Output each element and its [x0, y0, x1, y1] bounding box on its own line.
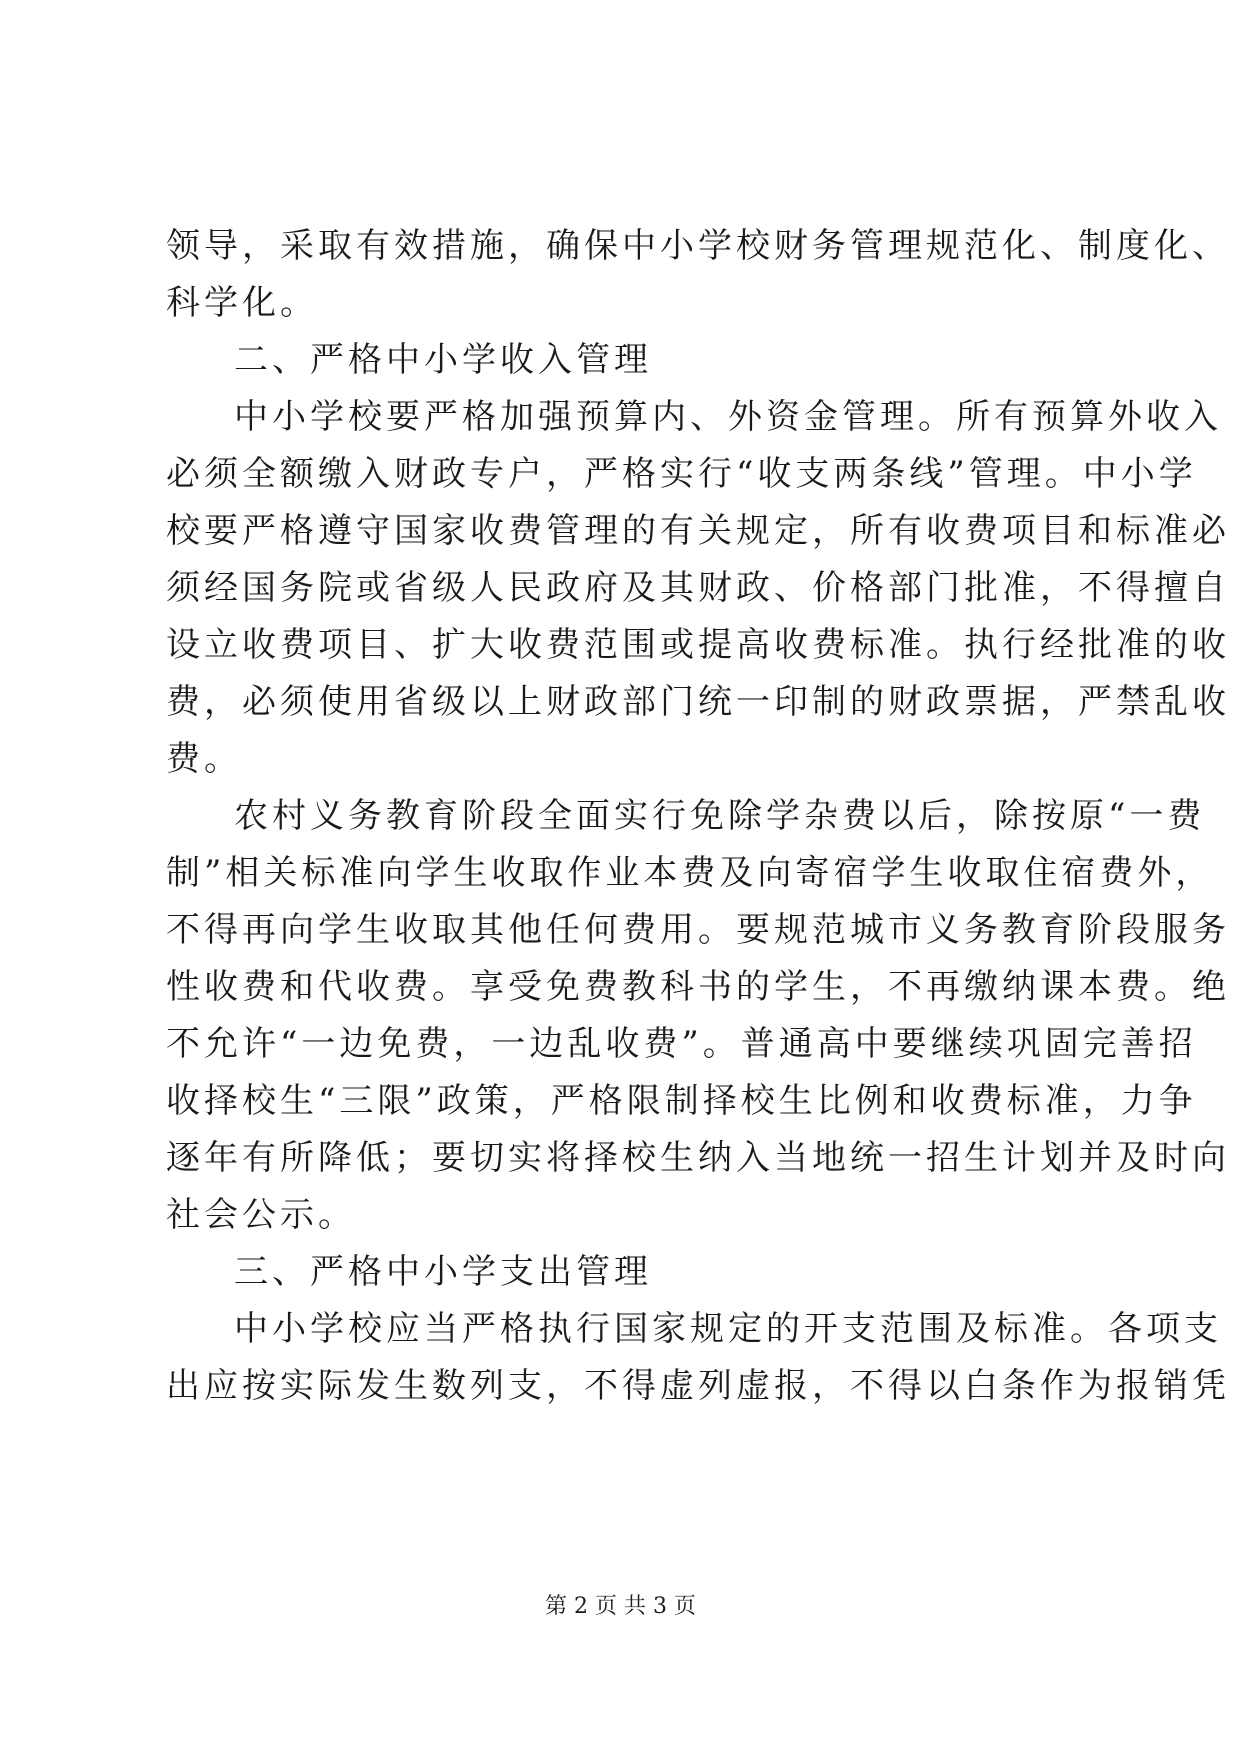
text-line: 设立收费项目、扩大收费范围或提高收费标准。执行经批准的收 — [166, 625, 1230, 665]
text-line: 校要严格遵守国家收费管理的有关规定，所有收费项目和标准必 — [166, 511, 1230, 551]
text-line: 不允许“一边免费，一边乱收费”。普通高中要继续巩固完善招 — [166, 1024, 1197, 1064]
text-line: 领导，采取有效措施，确保中小学校财务管理规范化、制度化、 — [166, 226, 1230, 266]
text-line: 出应按实际发生数列支，不得虚列虚报，不得以白条作为报销凭 — [166, 1366, 1230, 1406]
text-line: 须经国务院或省级人民政府及其财政、价格部门批准，不得擅自 — [166, 568, 1230, 608]
section-heading: 二、严格中小学收入管理 — [234, 340, 652, 380]
page-footer: 第 2 页 共 3 页 — [545, 1594, 696, 1619]
text-line: 必须全额缴入财政专户，严格实行“收支两条线”管理。中小学 — [166, 454, 1197, 494]
text-line: 性收费和代收费。享受免费教科书的学生，不再缴纳课本费。绝 — [166, 967, 1230, 1007]
text-line: 不得再向学生收取其他任何费用。要规范城市义务教育阶段服务 — [166, 910, 1230, 950]
text-line: 中小学校应当严格执行国家规定的开支范围及标准。各项支 — [234, 1309, 1222, 1349]
text-line: 科学化。 — [166, 283, 318, 323]
text-line: 农村义务教育阶段全面实行免除学杂费以后，除按原“一费 — [234, 796, 1206, 836]
text-line: 收择校生“三限”政策，严格限制择校生比例和收费标准，力争 — [166, 1081, 1197, 1121]
section-heading: 三、严格中小学支出管理 — [234, 1252, 652, 1292]
text-line: 费。 — [166, 739, 242, 779]
text-line: 中小学校要严格加强预算内、外资金管理。所有预算外收入 — [234, 397, 1222, 437]
text-line: 社会公示。 — [166, 1195, 356, 1235]
text-line: 制”相关标准向学生收取作业本费及向寄宿学生收取住宿费外， — [166, 853, 1214, 893]
text-line: 逐年有所降低；要切实将择校生纳入当地统一招生计划并及时向 — [166, 1138, 1230, 1178]
text-line: 费，必须使用省级以上财政部门统一印制的财政票据，严禁乱收 — [166, 682, 1230, 722]
